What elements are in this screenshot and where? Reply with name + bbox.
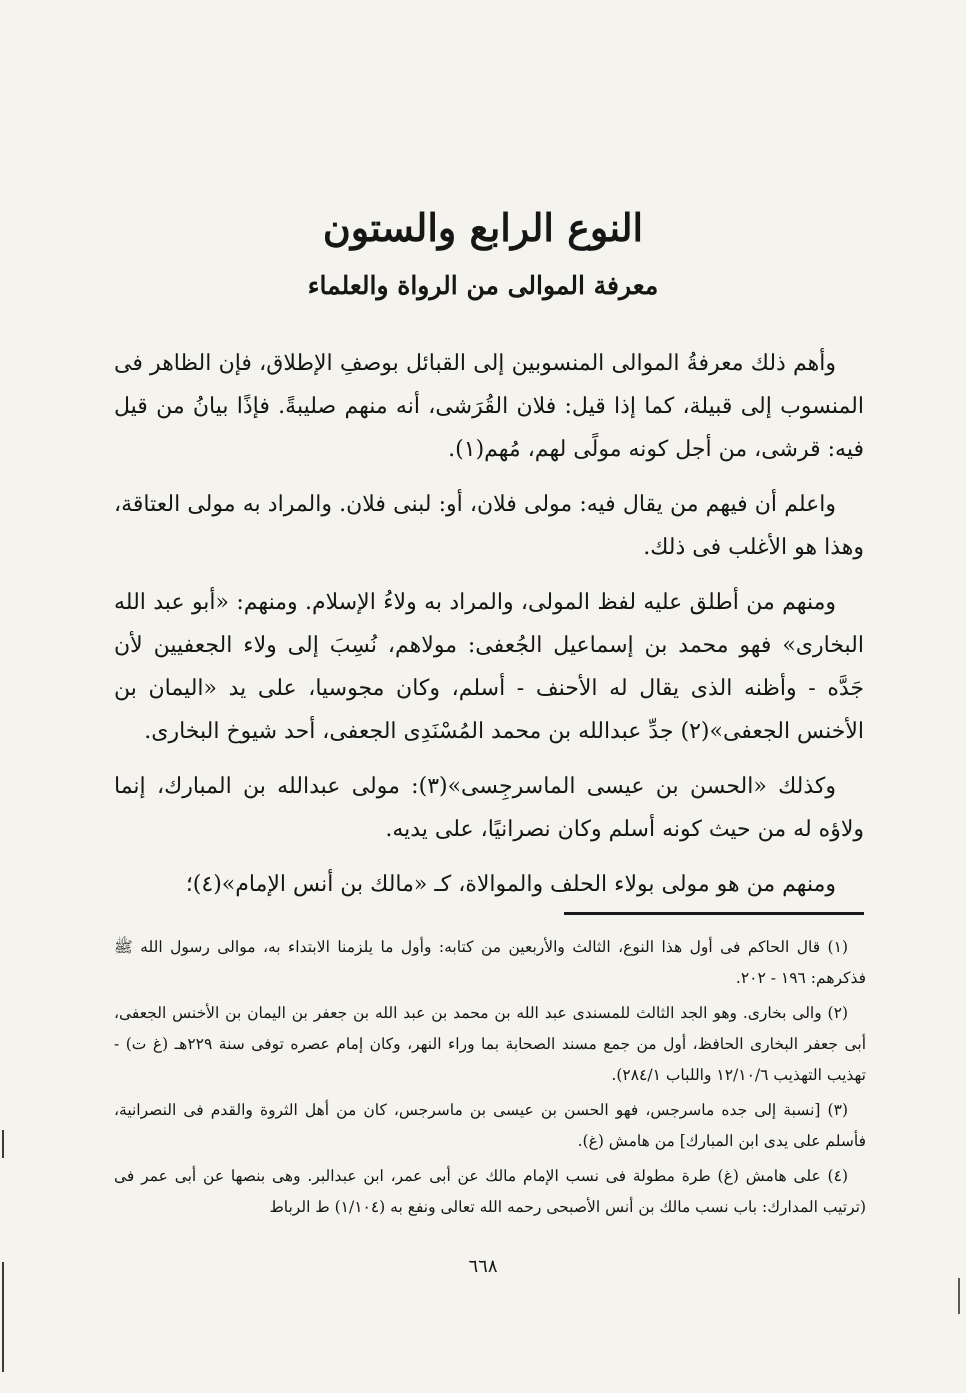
footnote-separator xyxy=(564,912,864,915)
scan-edge-mark xyxy=(2,1262,4,1372)
footnotes xyxy=(114,932,866,1227)
footnote: (٣) [نسبة إلى جده ماسرجس، فهو الحسن بن عيسى بن ماسرجس، كان من أهل الثروة والقدم فى النصرانية، فأسلم على يدى ابن المبارك] من هامش (غ). xyxy=(114,1101,866,1150)
chapter-subtitle: معرفة الموالى من الرواة والعلماء xyxy=(307,271,659,300)
chapter-title: النوع الرابع والستون xyxy=(322,205,644,250)
scan-edge-mark xyxy=(2,1130,4,1158)
paragraph: ومنهم من أطلق عليه لفظ المولى، والمراد به ولاءُ الإسلام. ومنهم: «أبو عبد الله البخارى» فهو محمد بن إسماعيل الجُعفى: مولاهم، نُسِبَ إلى ولاء الجعفيين لأن جَدَّه - وأظنه الذى يقال له الأحنف - أسلم، وكان مجوسيا، على يد «اليمان بن الأخنس الجعفى»(٢) جدِّ عبدالله بن محمد المُسْنَدِى الجعفى، أحد شيوخ البخارى. xyxy=(114,590,864,744)
paragraph: ومنهم من هو مولى بولاء الحلف والموالاة، كـ «مالك بن أنس الإمام»(٤)؛ xyxy=(185,872,836,897)
footnote: (٢) والى بخارى. وهو الجد الثالث للمسندى عبد الله بن محمد بن عبد الله بن جعفر بن اليمان بن الأخنس الجعفى، أبى جعفر البخارى الحافظ، أول من جمع مسند الصحابة بما وراء النهر، وكان إمام عصره توفى سنة ٢٢٩هـ (غ ت) - تهذيب التهذيب ١٢/١٠/٦ واللباب ٢٨٤/١). xyxy=(114,1004,866,1084)
paragraph: وكذلك «الحسن بن عيسى الماسرجِسى»(٣): مولى عبدالله بن المبارك، إنما ولاؤه له من حيث كونه أسلم وكان نصرانيًا، على يديه. xyxy=(114,774,864,842)
paragraph: واعلم أن فيهم من يقال فيه: مولى فلان، أو: لبنى فلان. والمراد به مولى العتاقة، وهذا هو الأغلب فى ذلك. xyxy=(114,492,864,560)
main-text xyxy=(114,342,864,918)
footnote: (١) قال الحاكم فى أول هذا النوع، الثالث والأربعين من كتابه: وأول ما يلزمنا الابتداء به، موالى رسول الله ﷺ فذكرهم: ١٩٦ - ٢٠٢. xyxy=(114,938,866,987)
footnote: (٤) على هامش (غ) طرة مطولة فى نسب الإمام مالك عن أبى عمر، ابن عبدالبر. وهى بنصها عن أبى عمر فى (ترتيب المدارك: باب نسب مالك بن أنس الأصبحى رحمه الله تعالى ونفع به (١/١٠٤) ط الرباط xyxy=(114,1167,866,1216)
scan-edge-mark xyxy=(958,1278,960,1314)
paragraph: وأهم ذلك معرفةُ الموالى المنسوبين إلى القبائل بوصفِ الإطلاق، فإن الظاهر فى المنسوب إلى قبيلة، كما إذا قيل: فلان القُرَشى، أنه منهم صليبةً. فإذًا بيانُ من قيل فيه: قرشى، من أجل كونه مولًى لهم، مُهم(١). xyxy=(114,351,864,462)
page-number: ٦٦٨ xyxy=(468,1256,498,1277)
